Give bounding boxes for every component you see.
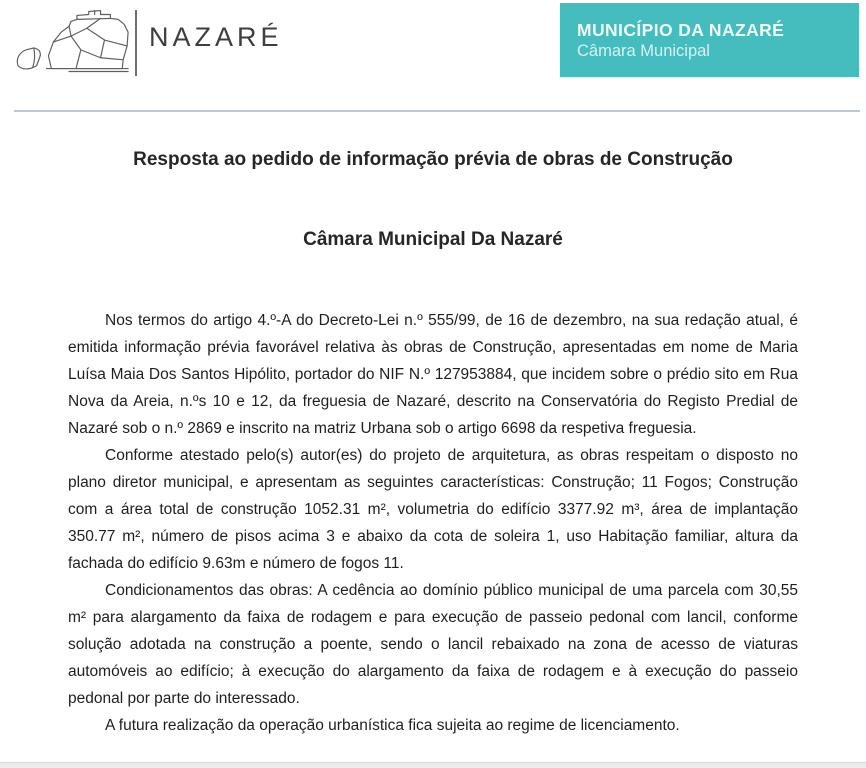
logo-vertical-divider — [135, 10, 137, 76]
municipality-banner-title: MUNICÍPIO DA NAZARÉ — [577, 19, 785, 40]
nazare-logo — [14, 5, 283, 81]
logo-wordmark: NAZARÉ — [149, 21, 283, 52]
municipality-banner — [560, 3, 859, 77]
nazare-rock-cliff-emblem-icon — [14, 8, 134, 78]
municipality-banner-subtitle: Câmara Municipal — [577, 41, 710, 60]
document-title: Resposta ao pedido de informação prévia de obras de Construção — [133, 149, 733, 170]
header-divider-line — [14, 110, 860, 112]
paragraph-conditions: Condicionamentos das obras: A cedência ao domínio público municipal de uma parcela com 30,55 m² para alargamento da faixa de rodagem e para execução de passeio pedonal com lancil, conforme solução adotada na construção a poente, sendo o lancil rebaixado na zona de acesso de viaturas automóveis ao edifício; à execução do alargamento da faixa de rodagem e à execução do passeio pedonal por parte do interessado. — [68, 582, 798, 707]
paragraph-characteristics: Conforme atestado pelo(s) autor(es) do projeto de arquitetura, as obras respeitam o disposto no plano diretor municipal, e apresentam as seguintes características: Construção; 11 Fogos; Construção com a área total de construção 1052.31 m², volumetria do edifício 3377.92 m³, área de implantação 350.77 m², número de pisos acima 3 e abaixo da cota de soleira 1, uso Habitação familiar, altura da fachada do edifício 9.63m e número de fogos 11. — [68, 447, 798, 572]
paragraph-legal-basis: Nos termos do artigo 4.º-A do Decreto-Lei n.º 555/99, de 16 de dezembro, na sua redação atual, é emitida informação prévia favorável relativa às obras de Construção, apresentadas em nome de Maria Luísa Maia Dos Santos Hipólito, portador do NIF N.º 127953884, que incidem sobre o prédio sito em Rua Nova da Areia, n.ºs 10 e 12, da freguesia de Nazaré, descrito na Conservatória do Registo Predial de Nazaré sob o n.º 2869 e inscrito na matriz Urbana sob o artigo 6698 da respetiva freguesia. — [68, 312, 798, 437]
paragraph-licensing: A futura realização da operação urbanística fica sujeita ao regime de licenciamento. — [105, 717, 680, 734]
page-bottom-strip — [0, 762, 866, 768]
document-subtitle: Câmara Municipal Da Nazaré — [303, 229, 563, 250]
document-body — [68, 307, 798, 739]
